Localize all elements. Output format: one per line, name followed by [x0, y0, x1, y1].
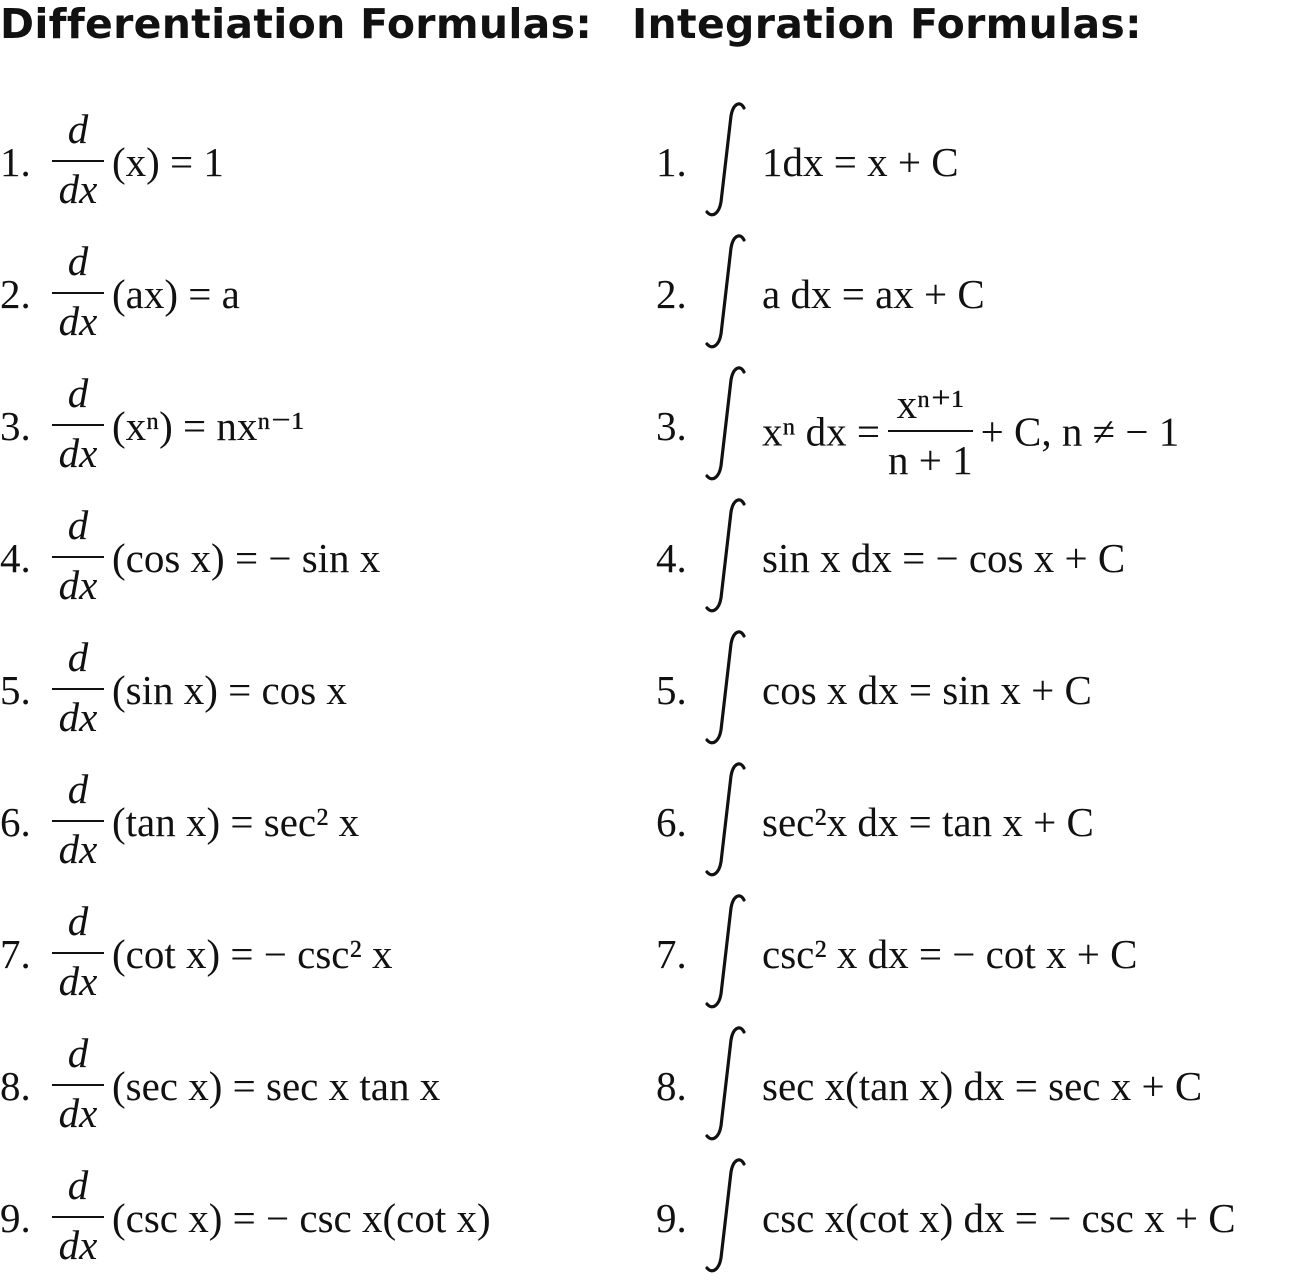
fraction-denominator: n + 1 — [888, 437, 973, 483]
int-expression-lead: xⁿ dx = — [762, 408, 881, 455]
int-formula-number: 2. — [656, 271, 687, 317]
diff-formula-expression: (csc x) = − csc x(cot x) — [112, 1195, 491, 1241]
diff-formula-expression: (cot x) = − csc² x — [112, 931, 393, 977]
int-formula-expression: 1dx = x + C — [762, 139, 959, 185]
formula-row — [0, 500, 1289, 620]
formula-row — [0, 764, 1289, 884]
int-formula-expression: sec²x dx = tan x + C — [762, 799, 1094, 845]
diff-formula-number: 4. — [0, 535, 31, 581]
derivative-numerator: d — [67, 370, 89, 416]
derivative-denominator: dx — [58, 1090, 98, 1136]
derivative-operator — [50, 764, 108, 884]
int-expression-tail: + C, n ≠ − 1 — [980, 408, 1180, 455]
diff-formula-expression: (xⁿ) = nxⁿ⁻¹ — [112, 403, 305, 449]
fraction-bar — [52, 160, 104, 162]
diff-formula-number: 1. — [0, 139, 31, 185]
diff-formula-expression: (cos x) = − sin x — [112, 535, 381, 581]
derivative-numerator: d — [67, 634, 89, 680]
diff-formula-number: 6. — [0, 799, 31, 845]
fraction-bar — [52, 820, 104, 822]
diff-formula-number: 9. — [0, 1195, 31, 1241]
derivative-denominator: dx — [58, 298, 98, 344]
derivative-denominator: dx — [58, 1222, 98, 1268]
diff-formula-expression: (x) = 1 — [112, 139, 224, 185]
diff-formula-number: 2. — [0, 271, 31, 317]
diff-formula-expression: (ax) = a — [112, 271, 240, 317]
int-formula-number: 5. — [656, 667, 687, 713]
fraction-bar — [52, 424, 104, 426]
diff-formula-expression: (tan x) = sec² x — [112, 799, 360, 845]
diff-formula-number: 3. — [0, 403, 31, 449]
derivative-numerator: d — [67, 1162, 89, 1208]
derivative-denominator: dx — [58, 166, 98, 212]
int-formula-number: 8. — [656, 1063, 687, 1109]
integration-heading: Integration Formulas: — [632, 0, 1142, 48]
int-formula-number: 3. — [656, 403, 687, 449]
derivative-numerator: d — [67, 766, 89, 812]
derivative-numerator: d — [67, 898, 89, 944]
derivative-denominator: dx — [58, 826, 98, 872]
int-formula-number: 9. — [656, 1195, 687, 1241]
int-formula-number: 6. — [656, 799, 687, 845]
integral-sign-icon — [700, 1026, 752, 1142]
fraction-bar — [52, 1216, 104, 1218]
derivative-operator — [50, 896, 108, 1016]
derivative-denominator: dx — [58, 430, 98, 476]
derivative-operator — [50, 500, 108, 620]
integral-sign-icon — [700, 894, 752, 1010]
formula-row — [0, 368, 1289, 488]
int-formula-number: 7. — [656, 931, 687, 977]
formula-row — [0, 104, 1289, 224]
derivative-denominator: dx — [58, 694, 98, 740]
derivative-operator — [50, 632, 108, 752]
integral-sign-icon — [700, 234, 752, 350]
diff-formula-expression: (sec x) = sec x tan x — [112, 1063, 441, 1109]
int-formula-expression: sec x(tan x) dx = sec x + C — [762, 1063, 1203, 1109]
derivative-operator — [50, 368, 108, 488]
diff-formula-number: 7. — [0, 931, 31, 977]
formula-row — [0, 1160, 1289, 1280]
diff-formula-expression: (sin x) = cos x — [112, 667, 347, 713]
derivative-numerator: d — [67, 1030, 89, 1076]
int-formula-expression — [762, 381, 1180, 486]
fraction-bar — [52, 1084, 104, 1086]
fraction-bar — [52, 556, 104, 558]
int-formula-number: 4. — [656, 535, 687, 581]
integral-sign-icon — [700, 102, 752, 218]
int-formula-expression: cos x dx = sin x + C — [762, 667, 1092, 713]
fraction-bar — [52, 688, 104, 690]
formula-row — [0, 896, 1289, 1016]
integral-sign-icon — [700, 630, 752, 746]
int-formula-expression: sin x dx = − cos x + C — [762, 535, 1126, 581]
power-rule-fraction — [888, 382, 973, 482]
derivative-operator — [50, 1028, 108, 1148]
derivative-denominator: dx — [58, 562, 98, 608]
diff-formula-number: 8. — [0, 1063, 31, 1109]
int-formula-expression: a dx = ax + C — [762, 271, 985, 317]
formula-row — [0, 1028, 1289, 1148]
int-formula-expression: csc² x dx = − cot x + C — [762, 931, 1138, 977]
derivative-numerator: d — [67, 502, 89, 548]
fraction-bar — [52, 292, 104, 294]
int-formula-expression: csc x(cot x) dx = − csc x + C — [762, 1195, 1236, 1241]
fraction-numerator: xⁿ⁺¹ — [888, 382, 973, 432]
integral-sign-icon — [700, 498, 752, 614]
derivative-operator — [50, 1160, 108, 1280]
integral-sign-icon — [700, 1158, 752, 1274]
formula-row — [0, 632, 1289, 752]
integral-sign-icon — [700, 762, 752, 878]
diff-formula-number: 5. — [0, 667, 31, 713]
integral-sign-icon — [700, 366, 752, 482]
fraction-bar — [52, 952, 104, 954]
int-formula-number: 1. — [656, 139, 687, 185]
derivative-operator — [50, 236, 108, 356]
formula-row — [0, 236, 1289, 356]
derivative-numerator: d — [67, 238, 89, 284]
derivative-numerator: d — [67, 106, 89, 152]
differentiation-heading: Differentiation Formulas: — [0, 0, 593, 48]
derivative-operator — [50, 104, 108, 224]
derivative-denominator: dx — [58, 958, 98, 1004]
